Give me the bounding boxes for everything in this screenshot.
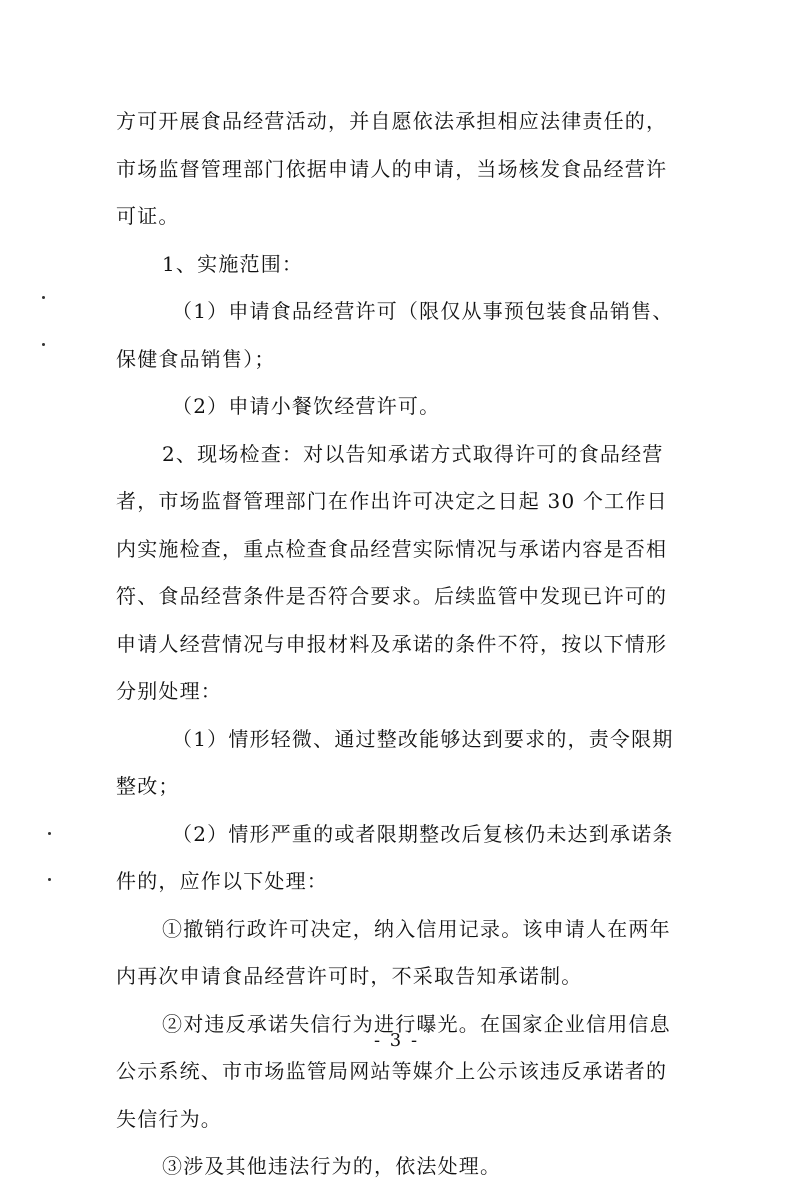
text-line: 整改； bbox=[116, 774, 180, 798]
page-number: - 3 - bbox=[373, 1030, 420, 1051]
margin-mark bbox=[48, 878, 51, 881]
section-heading: 2、现场检查：对以告知承诺方式取得许可的食品经营 bbox=[162, 441, 664, 466]
list-item: （1）情形轻微、通过整改能够达到要求的，责令限期 bbox=[172, 726, 674, 751]
list-item: （2）情形严重的或者限期整改后复核仍未达到承诺条 bbox=[172, 821, 674, 846]
margin-mark bbox=[42, 343, 45, 346]
text-line: 公示系统、市市场监管局网站等媒介上公示该违反承诺者的 bbox=[116, 1059, 668, 1083]
text-line: 失信行为。 bbox=[116, 1106, 222, 1131]
text-line: 符、食品经营条件是否符合要求。后续监管中发现已许可的 bbox=[116, 584, 668, 608]
text-line: 保健食品销售）； bbox=[116, 346, 276, 371]
text-line: 市场监督管理部门依据申请人的申请，当场核发食品经营许 bbox=[116, 156, 668, 181]
list-item: ①撤销行政许可决定，纳入信用记录。该申请人在两年 bbox=[162, 916, 671, 941]
text-line: 分别处理： bbox=[116, 679, 222, 703]
margin-mark bbox=[42, 296, 45, 299]
text-line: 者，市场监督管理部门在作出许可决定之日起 30 个工作日 bbox=[116, 489, 668, 513]
document-body bbox=[116, 98, 676, 1191]
margin-mark bbox=[48, 832, 51, 835]
text-line: 内再次申请食品经营许可时，不采取告知承诺制。 bbox=[116, 964, 583, 988]
text-line: 可证。 bbox=[116, 204, 180, 228]
list-item: （2）申请小餐饮经营许可。 bbox=[172, 394, 441, 418]
text-line: 申请人经营情况与申报材料及承诺的条件不符，按以下情形 bbox=[116, 631, 668, 656]
list-item: ②对违反承诺失信行为进行曝光。在国家企业信用信息 bbox=[162, 1011, 671, 1036]
text-line: 内实施检查，重点检查食品经营实际情况与承诺内容是否相 bbox=[116, 536, 668, 561]
section-heading: 1、实施范围： bbox=[162, 251, 304, 276]
text-line: 件的，应作以下处理： bbox=[116, 869, 328, 893]
text-line: 方可开展食品经营活动，并自愿依法承担相应法律责任的， bbox=[116, 109, 668, 133]
list-item: ③涉及其他违法行为的，依法处理。 bbox=[162, 1154, 502, 1178]
list-item: （1）申请食品经营许可（限仅从事预包装食品销售、 bbox=[172, 299, 674, 323]
